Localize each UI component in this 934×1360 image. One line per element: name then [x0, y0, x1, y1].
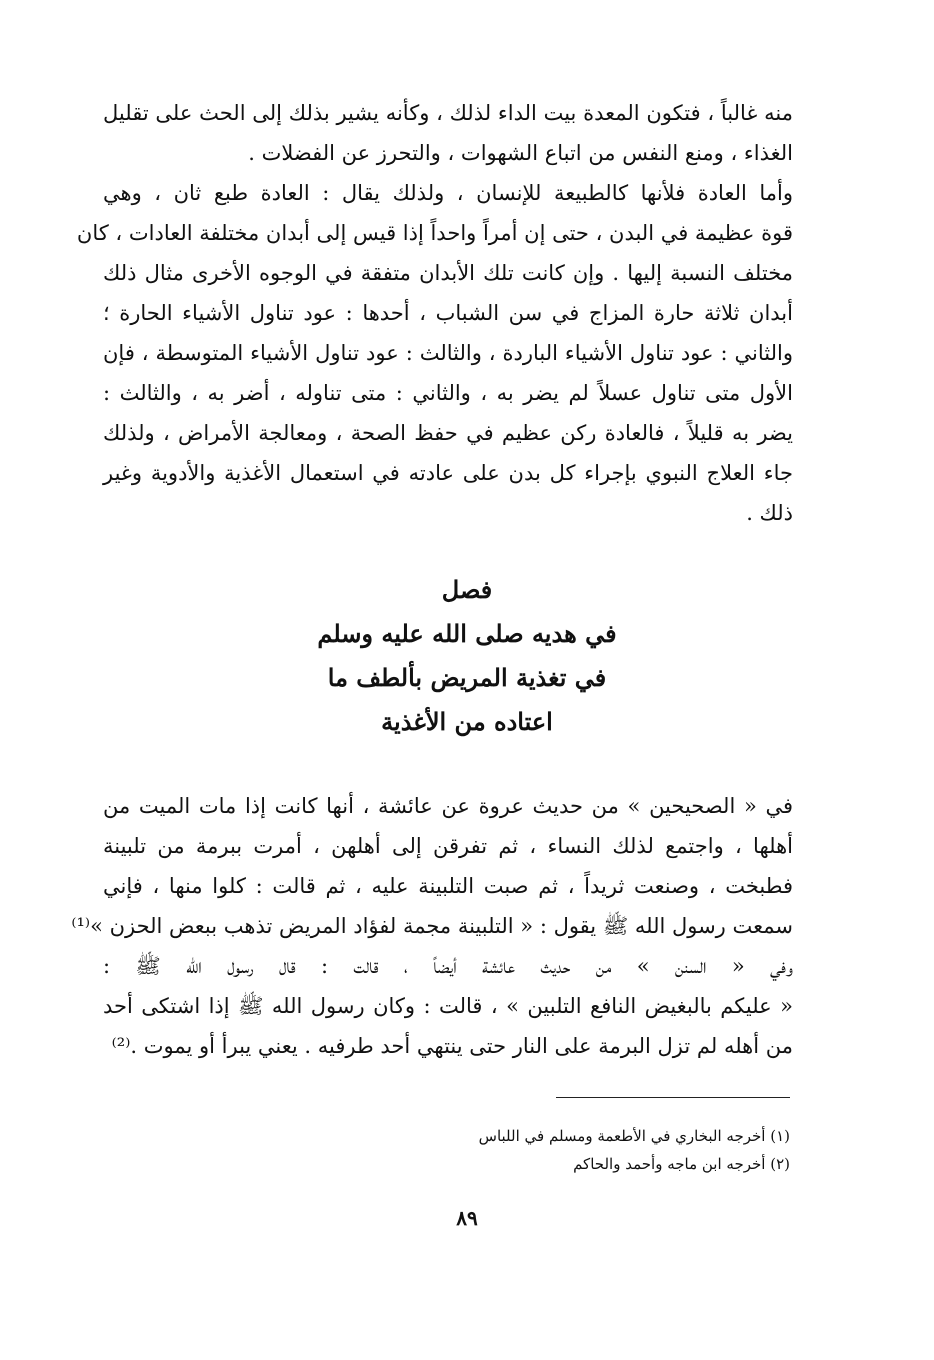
footnote-2: (٢) أخرجه ابن ماجه وأحمد والحاكم — [573, 1155, 790, 1173]
text-line: جاء العلاج النبوي بإجراء كل بدن على عادته في استعمال الأغذية والأدوية وغير — [103, 461, 793, 485]
text-line: الأول متى تناول عسلاً لم يضر به ، والثاني : متى تناوله ، أضر به ، والثالث : — [103, 381, 793, 405]
text-line: فطبخت ، وصنعت ثريداً ، ثم صبت التلبينة عليه ، ثم قالت : كلوا منها ، فإني — [103, 874, 793, 898]
footnotes — [360, 1122, 790, 1178]
text-line: وفي « السنن » من حديث عائشة أيضاً ، قالت : قال رسول الله ﷺ : — [103, 954, 793, 978]
heading-line: في هديه صلى الله عليه وسلم — [317, 619, 617, 648]
section-heading — [200, 568, 734, 744]
text-line: يضر به قليلاً ، فالعادة ركن عظيم في حفظ الصحة ، ومعالجة الأمراض ، ولذلك — [103, 421, 793, 445]
paragraph-3 — [71, 786, 793, 946]
text-line: أبدان ثلاثة حارة المزاج في سن الشباب ، أحدها : عود تناول الأشياء الحارة ؛ — [103, 301, 793, 325]
text-line: والثاني : عود تناول الأشياء الباردة ، والثالث : عود تناول الأشياء المتوسطة ، فإن — [103, 341, 793, 365]
text-line: في « الصحيحين » من حديث عروة عن عائشة ، أنها كانت إذا مات الميت من — [103, 794, 793, 818]
text-line: من أهله لم تزل البرمة على النار حتى ينتهي أحد طرفيه . يعني يبرأ أو يموت .⁽²⁾ — [111, 1034, 793, 1058]
text-line: منه غالباً ، فتكون المعدة بيت الداء لذلك ، وكأنه يشير بذلك إلى الحث على تقليل — [103, 101, 793, 125]
text-line: مختلف النسبة إليها . وإن كانت تلك الأبدان متفقة في الوجوه الأخرى مثال ذلك — [103, 261, 793, 285]
text-line: وأما العادة فلأنها كالطبيعة للإنسان ، ولذلك يقال : العادة طبع ثان ، وهي — [103, 181, 793, 205]
paragraph-4 — [103, 946, 793, 1066]
text-line: « عليكم بالبغيض النافع التلبين » ، قالت : وكان رسول الله ﷺ إذا اشتكى أحد — [103, 994, 793, 1018]
text-line: الغذاء ، ومنع النفس من اتباع الشهوات ، والتحرز عن الفضلات . — [248, 141, 793, 165]
heading-line: في تغذية المريض بألطف ما — [327, 663, 607, 692]
heading-line: فصل — [441, 575, 493, 604]
paragraph-2 — [76, 173, 793, 533]
page-number: ٨٩ — [456, 1206, 478, 1230]
text-line: قوة عظيمة في البدن ، حتى إن أمراً واحداً إذا قيس إلى أبدان مختلفة العادات ، كان — [76, 221, 793, 245]
footnote-1: (١) أخرجه البخاري في الأطعمة ومسلم في اللباس — [478, 1127, 790, 1145]
footnote-divider — [556, 1097, 790, 1098]
heading-line: اعتاده من الأغذية — [381, 707, 553, 736]
text-line: ذلك . — [746, 501, 793, 525]
paragraph-1 — [103, 93, 793, 173]
text-line: أهلها ، واجتمع لذلك النساء ، ثم تفرقن إلى أهلهن ، أمرت ببرمة من تلبينة — [103, 834, 793, 858]
text-line: سمعت رسول الله ﷺ يقول : « التلبينة مجمة لفؤاد المريض تذهب ببعض الحزن »⁽¹⁾ — [71, 914, 793, 938]
